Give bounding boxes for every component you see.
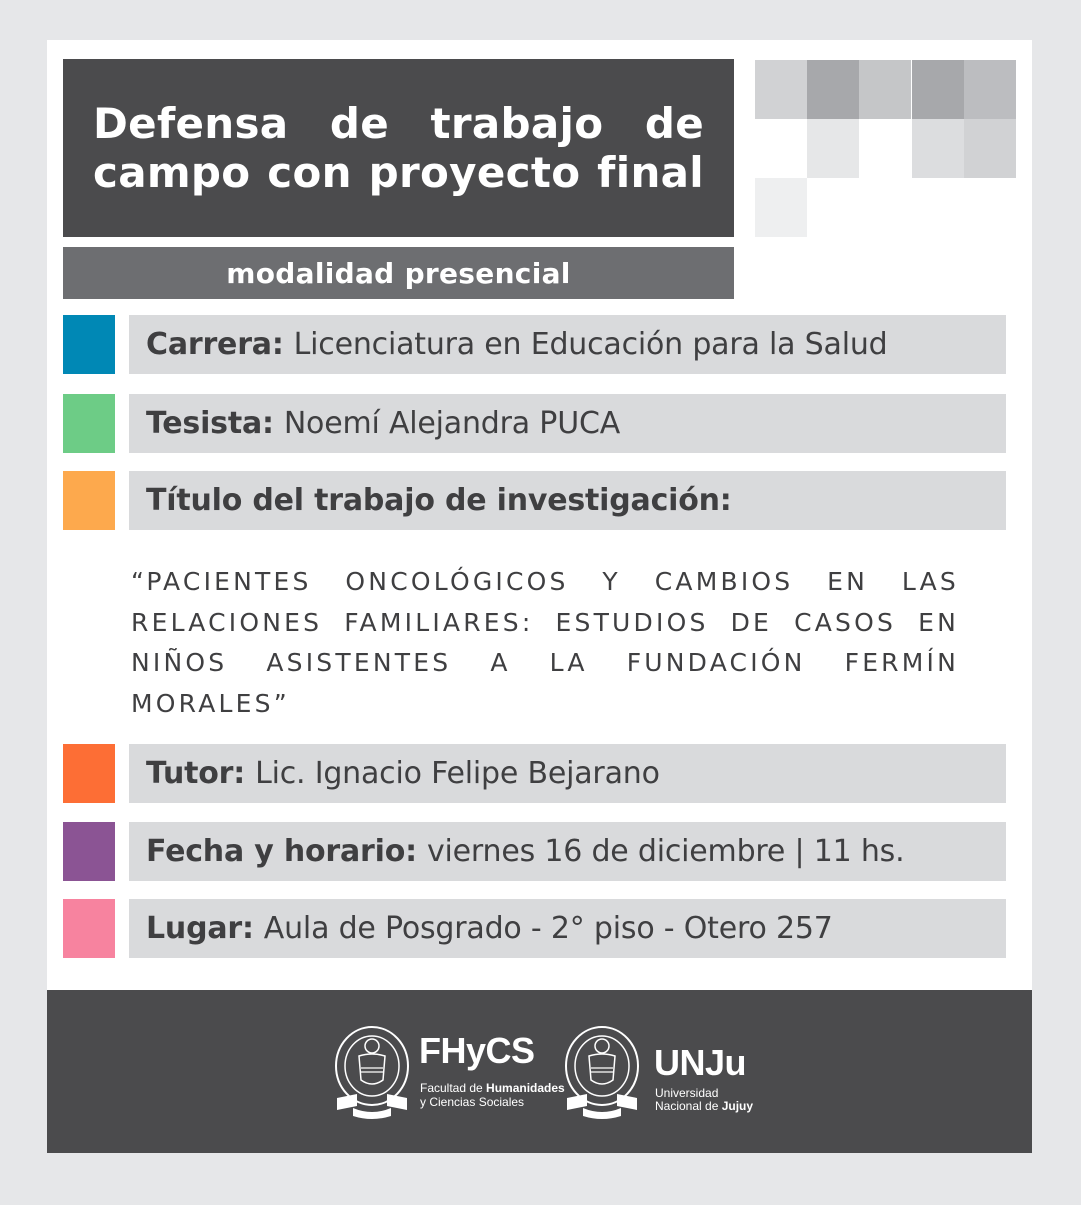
page-title: Defensa de trabajo de campo con proyecto final — [93, 99, 704, 197]
row-tutor — [129, 744, 1006, 803]
row-value: viernes 16 de diciembre | 11 hs. — [426, 834, 905, 869]
row-carrera — [129, 315, 1006, 374]
unju-fullname-line2: Nacional de Jujuy — [655, 1099, 754, 1113]
fhycs-fullname-line1: Facultad de Humanidades — [420, 1081, 565, 1095]
row-label: Lugar: — [146, 911, 254, 946]
row-value: Lic. Ignacio Felipe Bejarano — [255, 756, 660, 791]
tesista-color-square — [63, 394, 115, 453]
unju-logo — [563, 1022, 763, 1122]
thesis-title: “PACIENTES ONCOLÓGICOS Y CAMBIOS EN LAS RELACIONES FAMILIARES: ESTUDIOS DE CASOS EN NIÑOS ASISTENTES A LA FUNDACIÓN FERMÍN MORALES” — [131, 567, 959, 718]
row-label: Carrera: — [146, 327, 284, 362]
row-tesista — [129, 394, 1006, 453]
row-label: Fecha y horario: — [146, 834, 417, 869]
row-fecha — [129, 822, 1006, 881]
lugar-color-square — [63, 899, 115, 958]
university-seal-icon — [333, 1024, 411, 1120]
row-lugar — [129, 899, 1006, 958]
row-titulo — [129, 471, 1006, 530]
footer — [47, 990, 1032, 1153]
modality-banner: modalidad presencial — [63, 247, 734, 299]
university-seal-icon — [563, 1024, 641, 1120]
fhycs-logo — [333, 1022, 565, 1122]
announcement-card — [47, 40, 1032, 1153]
fhycs-wordmark: FHyCS — [419, 1030, 535, 1071]
fhycs-fullname-line2: y Ciencias Sociales — [420, 1095, 525, 1109]
row-value: Noemí Alejandra PUCA — [283, 406, 621, 441]
title-banner — [63, 59, 734, 237]
carrera-color-square — [63, 315, 115, 374]
fecha-color-square — [63, 822, 115, 881]
decorative-mosaic — [755, 60, 1017, 240]
row-value: Aula de Posgrado - 2° piso - Otero 257 — [263, 911, 833, 946]
unju-fullname-line1: Universidad — [655, 1086, 719, 1100]
row-value: Licenciatura en Educación para la Salud — [293, 327, 888, 362]
row-label: Título del trabajo de investigación: — [146, 483, 732, 518]
row-label: Tesista: — [146, 406, 274, 441]
row-label: Tutor: — [146, 756, 246, 791]
tutor-color-square — [63, 744, 115, 803]
titulo-color-square — [63, 471, 115, 530]
unju-wordmark: UNJu — [654, 1042, 747, 1083]
